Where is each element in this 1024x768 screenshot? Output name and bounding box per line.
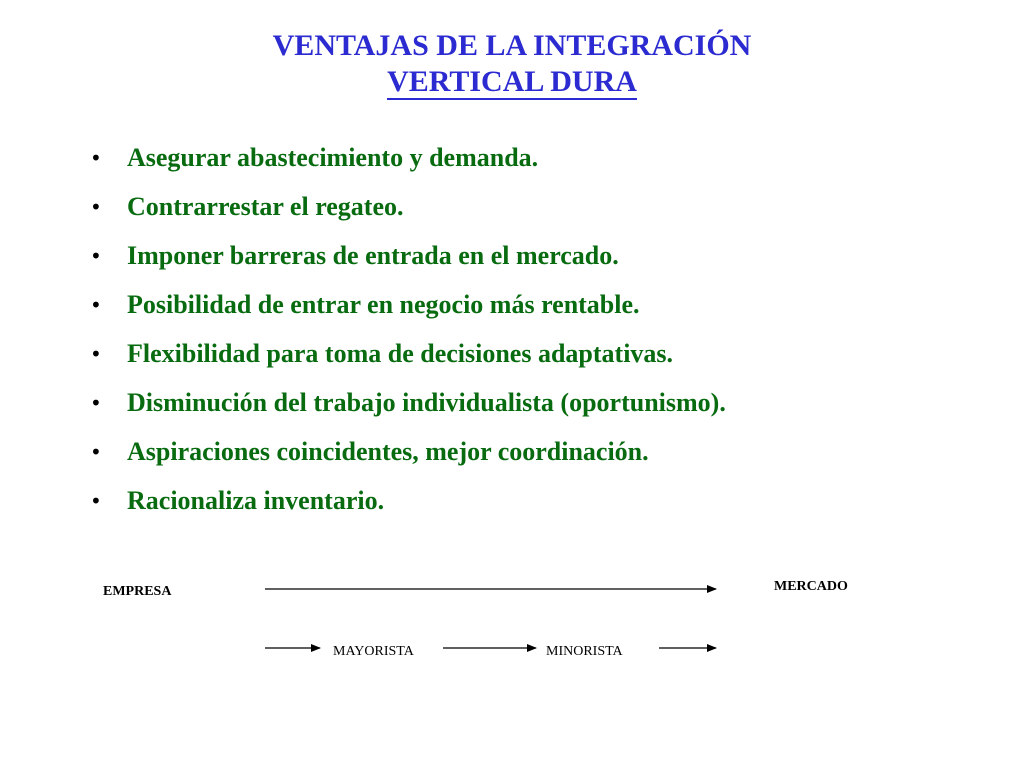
bullet-icon: • [90,146,102,170]
bullet-icon: • [90,489,102,513]
bullet-text: Disminución del trabajo individualista (oportunismo). [127,388,726,417]
mayorista-label: MAYORISTA [333,644,414,659]
title-line-2: VERTICAL DURA [387,65,637,98]
bullet-icon: • [90,195,102,219]
minorista-label: MINORISTA [546,644,623,659]
mercado-label: MERCADO [774,579,848,594]
bullet-text: Asegurar abastecimiento y demanda. [127,143,539,172]
bullet-icon: • [90,293,102,317]
bullet-text: Contrarrestar el regateo. [127,192,404,221]
bullet-text: Flexibilidad para toma de decisiones adaptativas. [127,339,674,368]
bullet-text: Racionaliza inventario. [127,486,385,515]
bullet-text: Posibilidad de entrar en negocio más rentable. [127,290,640,319]
bullet-text: Aspiraciones coincidentes, mejor coordinación. [127,437,649,466]
bullet-icon: • [90,391,102,415]
bullet-icon: • [90,244,102,268]
bullet-icon: • [90,342,102,366]
bullet-text: Imponer barreras de entrada en el mercado. [127,241,619,270]
title-line-1: VENTAJAS DE LA INTEGRACIÓN [272,29,752,62]
bullet-icon: • [90,440,102,464]
empresa-label: EMPRESA [103,584,172,599]
